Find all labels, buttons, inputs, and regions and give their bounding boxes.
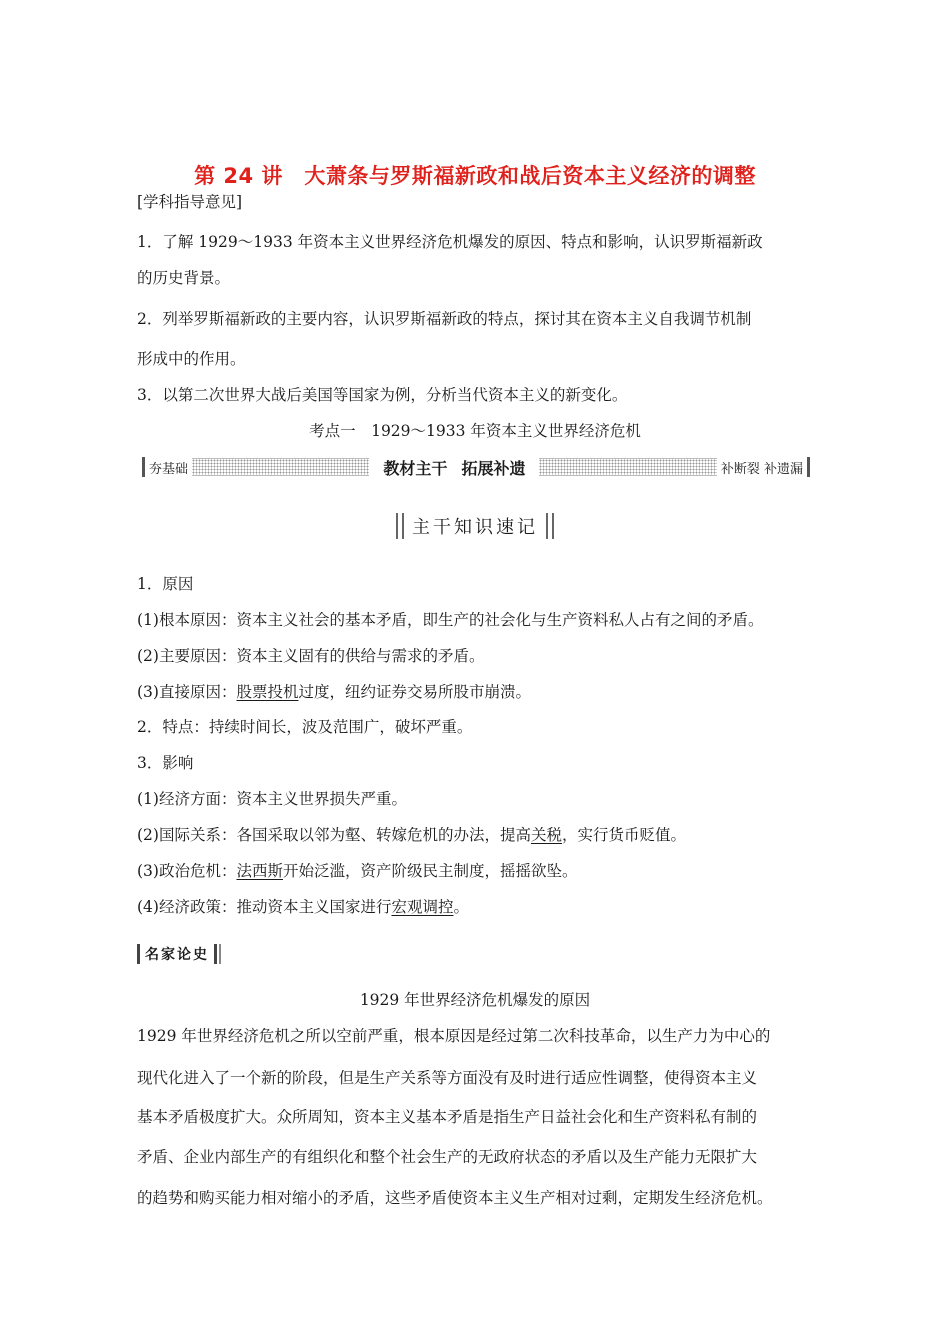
keyword-macro-control: 宏观调控 xyxy=(391,898,454,916)
knowledge-line-10-post: 。 xyxy=(453,898,469,916)
guide-item-1-cont: 的历史背景。 xyxy=(137,269,231,287)
lesson-title: 第 24 讲 大萧条与罗斯福新政和战后资本主义经济的调整 xyxy=(194,164,756,188)
guide-item-2-cont: 形成中的作用。 xyxy=(137,350,246,368)
banner-right-dots xyxy=(539,458,716,476)
knowledge-line-10 xyxy=(137,897,469,917)
knowledge-line-8-post: ，实行货币贬值。 xyxy=(561,826,686,844)
section-header-bar-right xyxy=(546,513,548,539)
section-banner xyxy=(142,455,810,479)
banner-middle-part-b: 拓展补遗 xyxy=(461,458,526,478)
banner-middle-label xyxy=(369,456,539,479)
knowledge-line-4-post: 过度，纽约证券交易所股市崩溃。 xyxy=(298,683,531,701)
expert-tag-bar-right xyxy=(214,944,217,964)
expert-tag xyxy=(137,943,221,965)
expert-tag-label: 名家论史 xyxy=(145,947,209,963)
knowledge-line-7: (1)经济方面：资本主义世界损失严重。 xyxy=(137,790,407,808)
banner-left-dots xyxy=(192,458,369,476)
knowledge-line-6: 3．影响 xyxy=(137,754,194,772)
essay-line-3: 基本矛盾极度扩大。众所周知，资本主义基本矛盾是指生产日益社会化和生产资料私有制的 xyxy=(137,1108,758,1126)
knowledge-line-9-pre: (3)政治危机： xyxy=(137,862,237,880)
knowledge-line-1: 1．原因 xyxy=(137,575,194,593)
guide-heading: [学科指导意见] xyxy=(137,193,243,211)
guide-item-1: 1．了解 1929～1933 年资本主义世界经济危机爆发的原因、特点和影响，认识罗斯福新政 xyxy=(137,233,763,251)
banner-left-label: 夯基础 xyxy=(149,461,189,477)
keyword-stock-speculation: 股票投机 xyxy=(236,683,299,701)
keyword-tariff: 关税 xyxy=(530,826,562,844)
essay-line-1: 1929 年世界经济危机之所以空前严重，根本原因是经过第二次科技革命，以生产力为中心的 xyxy=(137,1027,771,1045)
banner-middle-part-a: 教材主干 xyxy=(383,458,448,478)
knowledge-line-5: 2．特点：持续时间长，波及范围广，破坏严重。 xyxy=(137,718,473,736)
essay-heading: 1929 年世界经济危机爆发的原因 xyxy=(359,991,591,1009)
guide-item-2: 2．列举罗斯福新政的主要内容，认识罗斯福新政的特点，探讨其在资本主义自我调节机制 xyxy=(137,310,752,328)
section-header-title: 主干知识速记 xyxy=(412,517,538,538)
expert-tag-bar-right-2 xyxy=(219,944,221,964)
section-header xyxy=(0,512,950,540)
section-header-bar-right-2 xyxy=(552,513,554,539)
guide-item-3: 3．以第二次世界大战后美国等国家为例，分析当代资本主义的新变化。 xyxy=(137,386,628,404)
essay-line-4: 矛盾、企业内部生产的有组织化和整个社会生产的无政府状态的矛盾以及生产能力无限扩大 xyxy=(137,1148,758,1166)
banner-right-bar xyxy=(807,457,810,477)
section-header-bar-left xyxy=(396,513,398,539)
essay-line-5: 的趋势和购买能力相对缩小的矛盾，这些矛盾使资本主义生产相对过剩，定期发生经济危机。 xyxy=(137,1189,773,1207)
knowledge-line-3: (2)主要原因：资本主义固有的供给与需求的矛盾。 xyxy=(137,647,485,665)
knowledge-line-10-pre: (4)经济政策：推动资本主义国家进行 xyxy=(137,898,392,916)
knowledge-line-4-pre: (3)直接原因： xyxy=(137,683,237,701)
knowledge-line-4 xyxy=(137,682,531,702)
keyword-fascism: 法西斯 xyxy=(236,862,283,880)
knowledge-line-9 xyxy=(137,861,578,881)
knowledge-line-8 xyxy=(137,825,686,845)
knowledge-line-8-pre: (2)国际关系：各国采取以邻为壑、转嫁危机的办法，提高 xyxy=(137,826,531,844)
essay-line-2: 现代化进入了一个新的阶段，但是生产关系等方面没有及时进行适应性调整，使得资本主义 xyxy=(137,1069,758,1087)
topic-heading: 考点一 1929～1933 年资本主义世界经济危机 xyxy=(309,422,641,440)
knowledge-line-9-post: 开始泛滥，资产阶级民主制度，摇摇欲坠。 xyxy=(282,862,578,880)
banner-right-label: 补断裂 补遗漏 xyxy=(720,461,803,477)
knowledge-line-2: (1)根本原因：资本主义社会的基本矛盾，即生产的社会化与生产资料私人占有之间的矛盾。 xyxy=(137,611,764,629)
section-header-bar-left-2 xyxy=(402,513,404,539)
